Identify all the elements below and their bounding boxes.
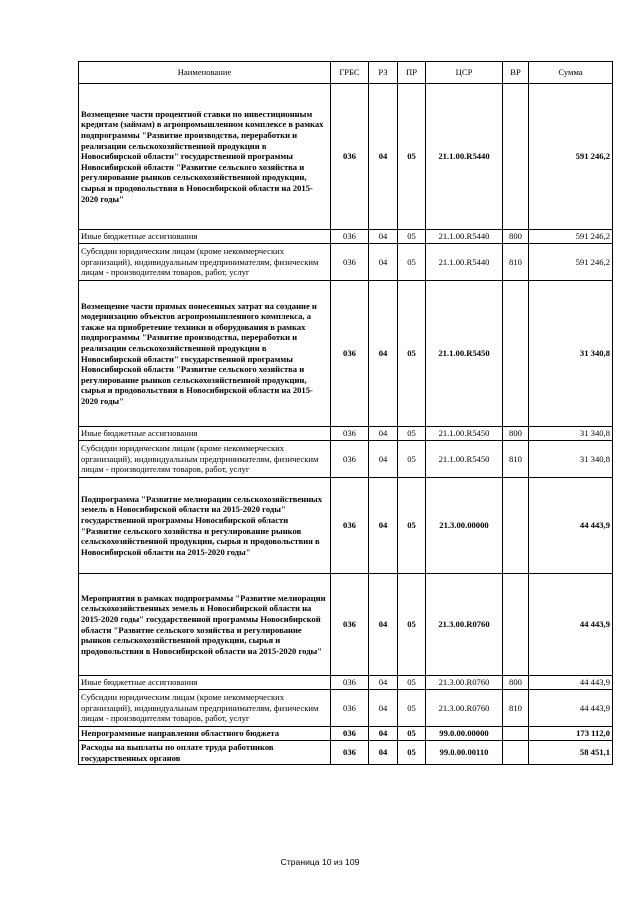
cell-rz: 04: [369, 690, 398, 727]
cell-pr: 05: [398, 574, 426, 676]
cell-vr: 800: [503, 230, 529, 244]
cell-csr: 21.3.00.R0760: [426, 676, 503, 690]
cell-sum: 31 340,8: [529, 281, 613, 427]
table-row: [79, 230, 613, 244]
cell-vr: 800: [503, 676, 529, 690]
cell-name: Субсидии юридическим лицам (кроме некоммерческих организаций), индивидуальным предпринимателям, физическим лицам - производителям товаров, работ, услуг: [79, 441, 331, 478]
cell-pr: 05: [398, 441, 426, 478]
cell-sum: 173 112,0: [529, 727, 613, 741]
header-grbs: ГРБС: [331, 62, 369, 84]
cell-grbs: 036: [331, 84, 369, 230]
cell-grbs: 036: [331, 244, 369, 281]
header-rz: РЗ: [369, 62, 398, 84]
cell-csr: 21.3.00.00000: [426, 478, 503, 574]
cell-csr: 21.3.00.R0760: [426, 690, 503, 727]
cell-name: Возмещение части процентной ставки по инвестиционным кредитам (займам) в агропромышленном комплексе в рамках подпрограммы "Развитие производства, переработки и реализации сельскохозяйственной продукции в Новосибирской области" государственной программы Новосибирской области "Развитие сельского хозяйства и регулирование рынков сельскохозяйственной продукции, сырья и продовольствия в Новосибирской области на 2015-2020 годы": [79, 84, 331, 230]
cell-sum: 591 246,2: [529, 230, 613, 244]
cell-csr: 21.1.00.R5440: [426, 84, 503, 230]
cell-name: Возмещение части прямых понесенных затрат на создание и модернизацию объектов агропромышленного комплекса, а также на приобретение техники и оборудования в рамках подпрограммы "Развитие производства, переработки и реализации сельскохозяйственной продукции в Новосибирской области" государственной программы Новосибирской области "Развитие сельского хозяйства и регулирование рынков сельскохозяйственной продукции, сырья и продовольствия в Новосибирской области на 2015-2020 годы": [79, 281, 331, 427]
cell-grbs: 036: [331, 441, 369, 478]
page-number: Страница 10 из 109: [280, 857, 360, 867]
cell-vr: [503, 727, 529, 741]
cell-vr: 810: [503, 441, 529, 478]
cell-csr: 21.1.00.R5450: [426, 441, 503, 478]
table-row: [79, 741, 613, 765]
cell-sum: 44 443,9: [529, 690, 613, 727]
cell-vr: [503, 741, 529, 765]
table-row: [79, 441, 613, 478]
cell-sum: 58 451,1: [529, 741, 613, 765]
cell-pr: 05: [398, 230, 426, 244]
cell-grbs: 036: [331, 281, 369, 427]
cell-pr: 05: [398, 427, 426, 441]
cell-vr: [503, 281, 529, 427]
budget-table: [78, 61, 613, 765]
cell-name: Иные бюджетные ассигнования: [79, 230, 331, 244]
cell-csr: 21.1.00.R5450: [426, 281, 503, 427]
cell-pr: 05: [398, 478, 426, 574]
cell-name: Подпрограмма "Развитие мелиорации сельскохозяйственных земель в Новосибирской области на 2015-2020 годы" государственной программы Новосибирской области "Развитие сельского хозяйства и регулирование рынков сельскохозяйственной продукции, сырья и продовольствия в Новосибирской области на 2015-2020 годы": [79, 478, 331, 574]
cell-csr: 21.3.00.R0760: [426, 574, 503, 676]
table-header-row: [79, 62, 613, 84]
cell-name: Расходы на выплаты по оплате труда работников государственных органов: [79, 741, 331, 765]
cell-rz: 04: [369, 574, 398, 676]
header-sum: Сумма: [529, 62, 613, 84]
cell-csr: 99.0.00.00110: [426, 741, 503, 765]
cell-sum: 44 443,9: [529, 478, 613, 574]
table-row: [79, 427, 613, 441]
cell-sum: 31 340,8: [529, 427, 613, 441]
cell-grbs: 036: [331, 230, 369, 244]
header-pr: ПР: [398, 62, 426, 84]
cell-rz: 04: [369, 244, 398, 281]
cell-csr: 99.0.00.00000: [426, 727, 503, 741]
cell-name: Иные бюджетные ассигнования: [79, 427, 331, 441]
cell-pr: 05: [398, 727, 426, 741]
cell-grbs: 036: [331, 676, 369, 690]
cell-grbs: 036: [331, 727, 369, 741]
cell-name: Субсидии юридическим лицам (кроме некоммерческих организаций), индивидуальным предпринимателям, физическим лицам - производителям товаров, работ, услуг: [79, 690, 331, 727]
cell-grbs: 036: [331, 574, 369, 676]
cell-name: Субсидии юридическим лицам (кроме некоммерческих организаций), индивидуальным предпринимателям, физическим лицам - производителям товаров, работ, услуг: [79, 244, 331, 281]
cell-vr: [503, 84, 529, 230]
table-row: [79, 281, 613, 427]
cell-name: Иные бюджетные ассигнования: [79, 676, 331, 690]
cell-pr: 05: [398, 676, 426, 690]
cell-pr: 05: [398, 84, 426, 230]
cell-rz: 04: [369, 281, 398, 427]
header-vr: ВР: [503, 62, 529, 84]
table-row: [79, 478, 613, 574]
cell-rz: 04: [369, 741, 398, 765]
cell-rz: 04: [369, 727, 398, 741]
cell-grbs: 036: [331, 478, 369, 574]
cell-name: Мероприятия в рамках подпрограммы "Развитие мелиорации сельскохозяйственных земель в Новосибирской области на 2015-2020 годы" государственной программы Новосибирской области "Развитие сельского хозяйства и регулирование рынков сельскохозяйственной продукции, сырья и продовольствия в Новосибирской области на 2015-2020 годы": [79, 574, 331, 676]
cell-rz: 04: [369, 84, 398, 230]
table-row: [79, 244, 613, 281]
cell-name: Непрограммные направления областного бюджета: [79, 727, 331, 741]
cell-pr: 05: [398, 741, 426, 765]
cell-vr: 810: [503, 690, 529, 727]
cell-vr: 810: [503, 244, 529, 281]
cell-sum: 44 443,9: [529, 574, 613, 676]
cell-rz: 04: [369, 676, 398, 690]
cell-rz: 04: [369, 441, 398, 478]
cell-csr: 21.1.00.R5440: [426, 244, 503, 281]
cell-grbs: 036: [331, 741, 369, 765]
cell-pr: 05: [398, 281, 426, 427]
cell-sum: 591 246,2: [529, 84, 613, 230]
cell-grbs: 036: [331, 690, 369, 727]
cell-pr: 05: [398, 690, 426, 727]
table-row: [79, 690, 613, 727]
table-row: [79, 727, 613, 741]
cell-vr: [503, 478, 529, 574]
cell-vr: 800: [503, 427, 529, 441]
header-csr: ЦСР: [426, 62, 503, 84]
table-row: [79, 84, 613, 230]
table-row: [79, 574, 613, 676]
cell-rz: 04: [369, 230, 398, 244]
table-row: [79, 676, 613, 690]
cell-rz: 04: [369, 427, 398, 441]
cell-csr: 21.1.00.R5440: [426, 230, 503, 244]
cell-sum: 31 340,8: [529, 441, 613, 478]
cell-csr: 21.1.00.R5450: [426, 427, 503, 441]
cell-grbs: 036: [331, 427, 369, 441]
header-name: Наименование: [79, 62, 331, 84]
cell-sum: 44 443,9: [529, 676, 613, 690]
cell-vr: [503, 574, 529, 676]
cell-rz: 04: [369, 478, 398, 574]
cell-pr: 05: [398, 244, 426, 281]
cell-sum: 591 246,2: [529, 244, 613, 281]
